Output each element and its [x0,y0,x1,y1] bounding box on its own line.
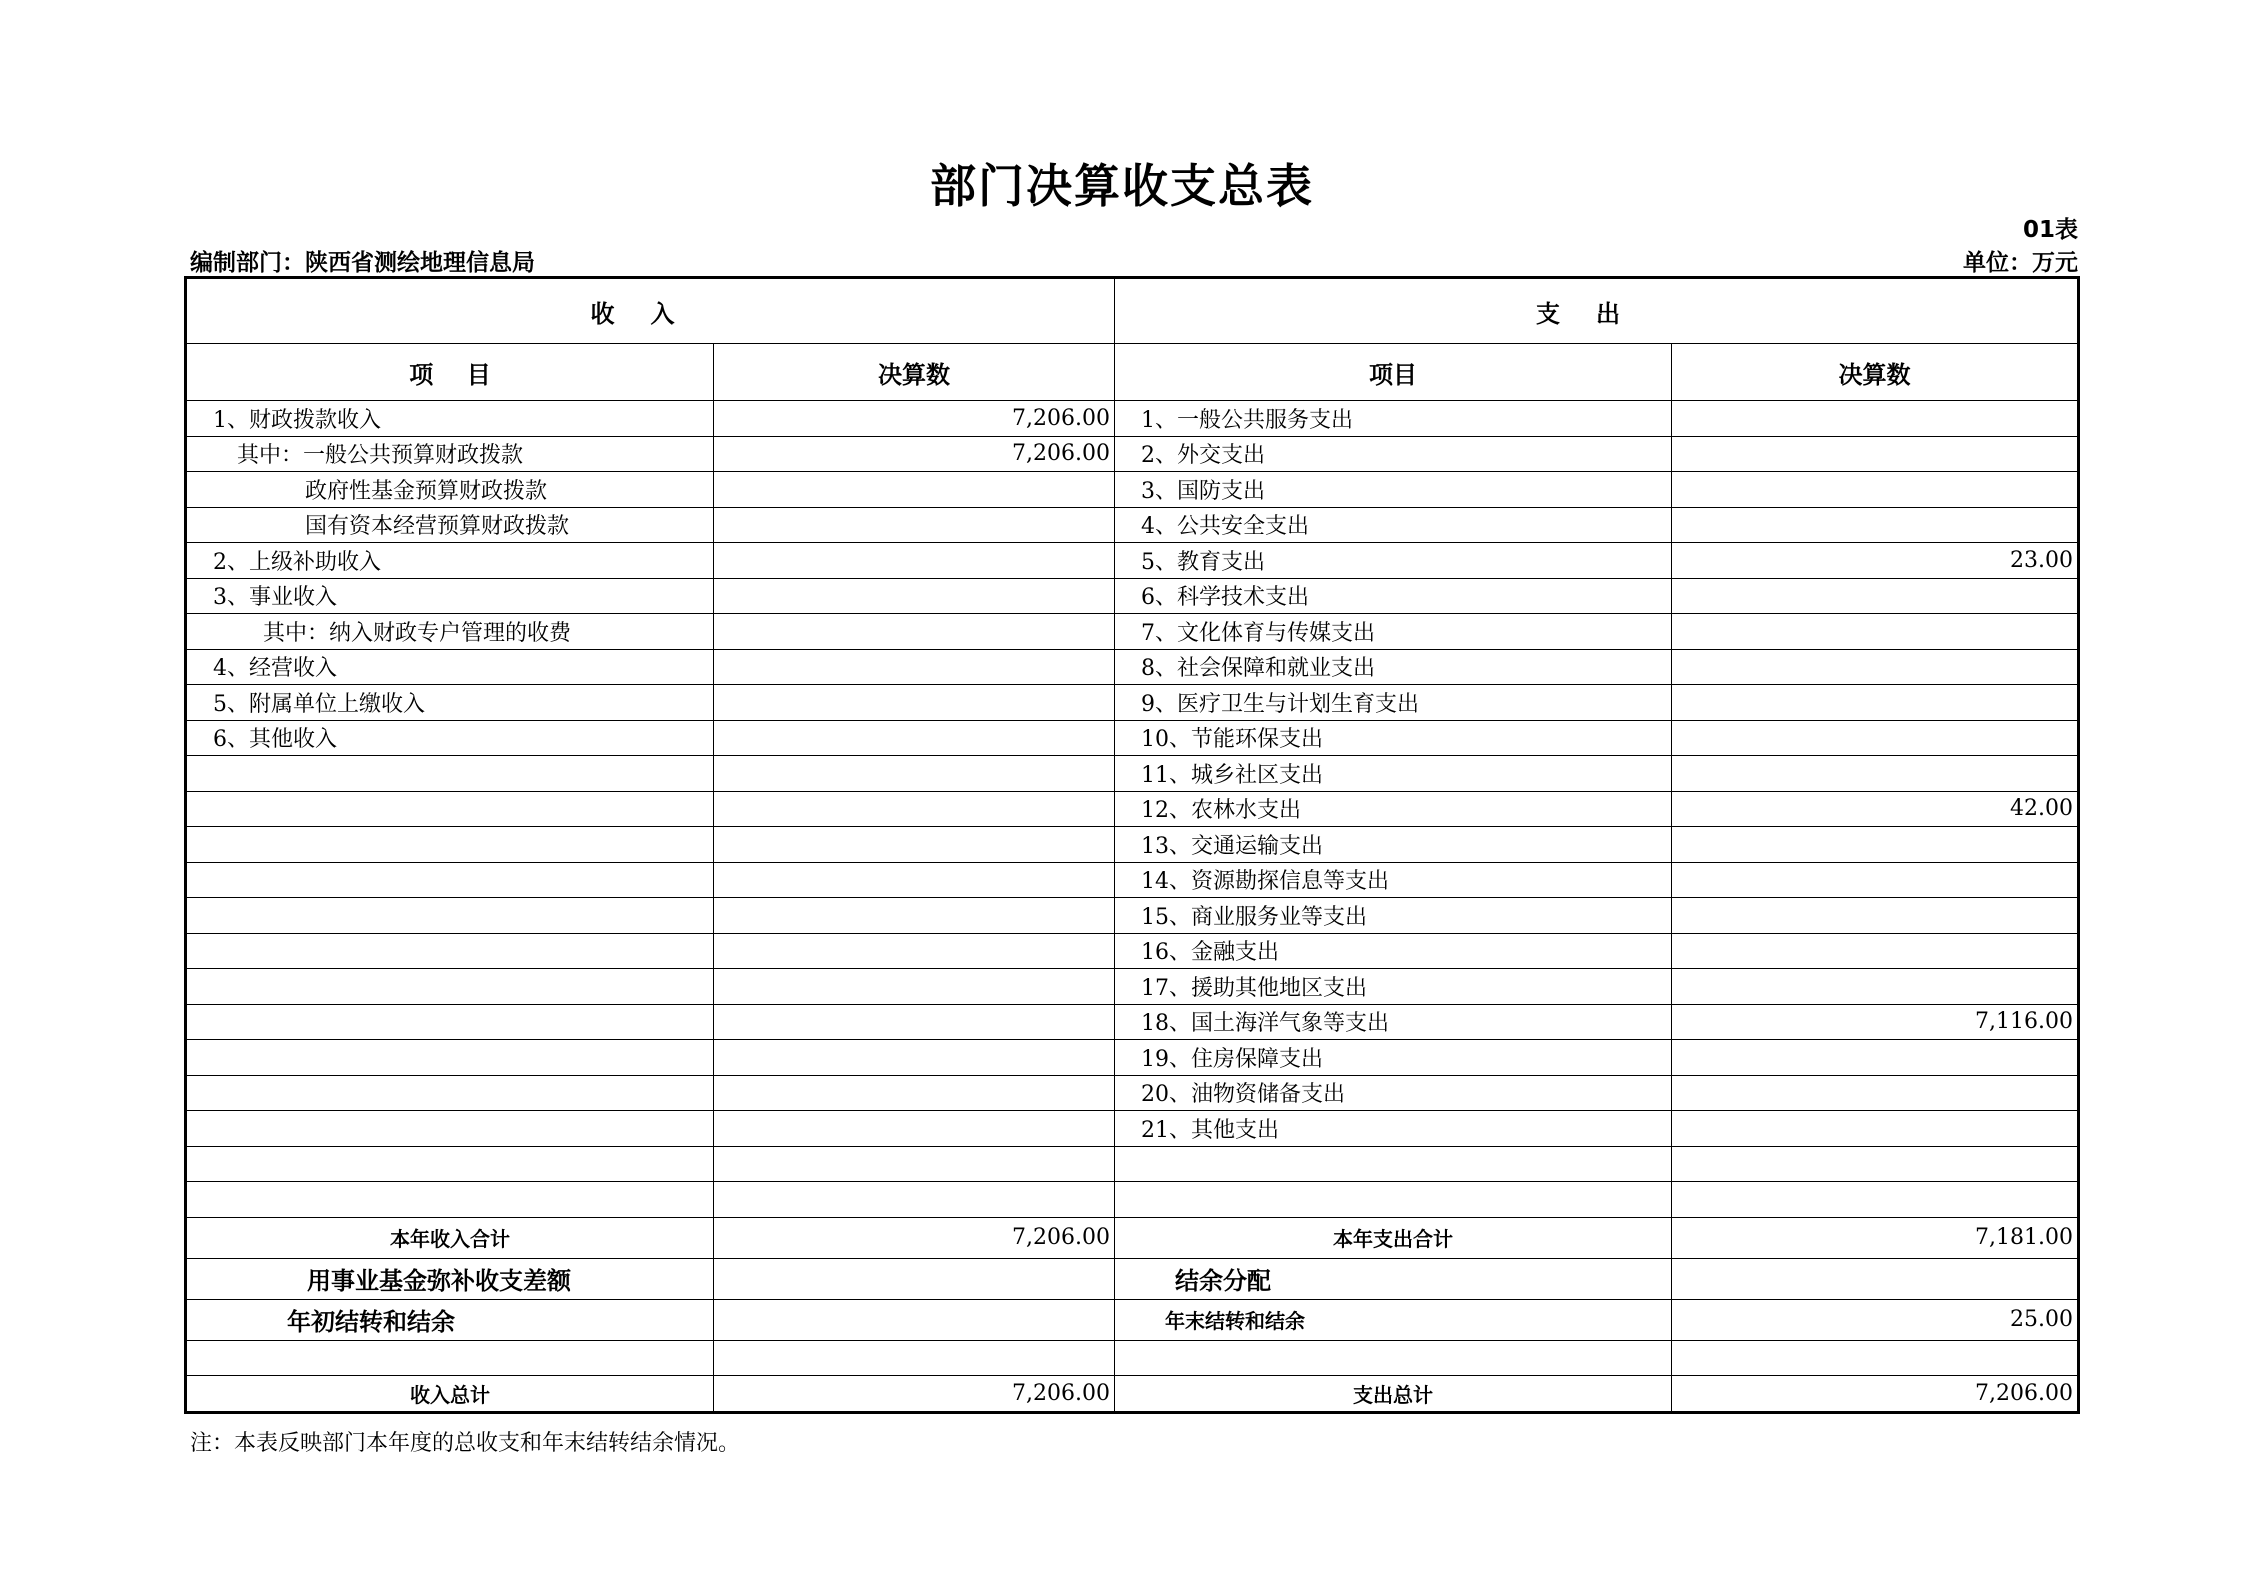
expense-value-cell [1672,685,2079,721]
income-item-cell: 6、其他收入 [186,720,714,756]
expense-item-cell: 4、公共安全支出 [1115,507,1672,543]
fund-surplus-row [186,1258,2079,1299]
expense-value-cell [1672,401,2079,437]
expense-value-cell [1672,578,2079,614]
table-row [186,1111,2079,1147]
grand-income-value: 7,206.00 [714,1376,1115,1413]
table-row [186,791,2079,827]
income-total-value: 7,206.00 [714,1217,1115,1258]
summary-table [184,276,2080,1414]
income-item-cell [186,933,714,969]
income-section-header: 收入 [186,278,1115,344]
income-item-cell [186,898,714,934]
income-total-label: 本年收入合计 [186,1217,714,1258]
income-value-cell [714,1182,1115,1218]
table-row [186,1040,2079,1076]
expense-value-cell [1672,1182,2079,1218]
carryover-row [186,1299,2079,1340]
expense-item-cell: 8、社会保障和就业支出 [1115,649,1672,685]
income-item-cell: 2、上级补助收入 [186,543,714,579]
expense-value-cell [1672,472,2079,508]
carry-out-label: 年末结转和结余 [1115,1299,1672,1340]
expense-total-label: 本年支出合计 [1115,1217,1672,1258]
expense-item-cell: 13、交通运输支出 [1115,827,1672,863]
expense-item-cell: 12、农林水支出 [1115,791,1672,827]
expense-item-cell: 11、城乡社区支出 [1115,756,1672,792]
income-item-cell [186,1146,714,1182]
expense-amount-header: 决算数 [1672,344,2079,401]
expense-item-cell: 2、外交支出 [1115,436,1672,472]
income-value-cell [714,472,1115,508]
income-value-cell: 7,206.00 [714,436,1115,472]
grand-expense-label: 支出总计 [1115,1376,1672,1413]
expense-item-cell: 15、商业服务业等支出 [1115,898,1672,934]
expense-value-cell [1672,507,2079,543]
expense-item-cell [1115,1146,1672,1182]
income-value-cell [714,507,1115,543]
income-item-header: 项 目 [186,344,714,401]
income-value-cell [714,898,1115,934]
expense-item-cell: 3、国防支出 [1115,472,1672,508]
table-row [186,507,2079,543]
expense-value-cell [1672,649,2079,685]
expense-item-cell: 20、油物资储备支出 [1115,1075,1672,1111]
income-item-cell: 政府性基金预算财政拨款 [186,472,714,508]
expense-value-cell: 7,116.00 [1672,1004,2079,1040]
expense-value-cell [1672,1111,2079,1147]
expense-value-cell [1672,720,2079,756]
footnote: 注：本表反映部门本年度的总收支和年末结转结余情况。 [190,1431,741,1456]
surplus-allocation-label: 结余分配 [1115,1258,1672,1299]
income-value-cell [714,862,1115,898]
section-header-row [186,278,2079,344]
income-value-cell [714,827,1115,863]
income-value-cell [714,1004,1115,1040]
table-row [186,933,2079,969]
page-title: 部门决算收支总表 [930,159,1314,213]
annual-total-row [186,1217,2079,1258]
grand-expense-value: 7,206.00 [1672,1376,2079,1413]
table-row [186,1182,2079,1218]
expense-item-header: 项目 [1115,344,1672,401]
income-value-cell [714,791,1115,827]
income-item-cell [186,1004,714,1040]
expense-value-cell [1672,436,2079,472]
expense-value-cell [1672,933,2079,969]
expense-item-cell: 19、住房保障支出 [1115,1040,1672,1076]
blank-cell [186,1340,714,1376]
blank-cell [1672,1340,2079,1376]
income-value-cell [714,933,1115,969]
expense-value-cell: 23.00 [1672,543,2079,579]
income-value-cell [714,578,1115,614]
column-header-row [186,344,2079,401]
income-value-cell [714,1040,1115,1076]
income-item-cell: 其中：一般公共预算财政拨款 [186,436,714,472]
table-row [186,898,2079,934]
income-item-cell [186,1075,714,1111]
income-item-cell: 5、附属单位上缴收入 [186,685,714,721]
table-row [186,1075,2079,1111]
carry-in-label: 年初结转和结余 [186,1299,714,1340]
unit-label: 单位：万元 [1963,250,2078,276]
expense-item-cell: 21、其他支出 [1115,1111,1672,1147]
table-number: 01表 [2022,217,2078,243]
expense-value-cell [1672,756,2079,792]
table-row [186,862,2079,898]
income-item-cell [186,791,714,827]
income-value-cell: 7,206.00 [714,401,1115,437]
income-value-cell [714,1075,1115,1111]
income-item-cell [186,1040,714,1076]
grand-total-row [186,1376,2079,1413]
table-row [186,649,2079,685]
expense-item-cell: 9、医疗卫生与计划生育支出 [1115,685,1672,721]
table-row [186,472,2079,508]
grand-income-label: 收入总计 [186,1376,714,1413]
income-value-cell [714,1111,1115,1147]
expense-value-cell [1672,1146,2079,1182]
expense-value-cell [1672,898,2079,934]
expense-value-cell [1672,969,2079,1005]
blank-cell [1115,1340,1672,1376]
table-row [186,756,2079,792]
table-row [186,543,2079,579]
expense-item-cell: 16、金融支出 [1115,933,1672,969]
income-item-cell [186,862,714,898]
expense-item-cell: 1、一般公共服务支出 [1115,401,1672,437]
fund-gap-value [714,1258,1115,1299]
department-label: 编制部门：陕西省测绘地理信息局 [190,250,535,276]
table-row [186,436,2079,472]
expense-item-cell [1115,1182,1672,1218]
expense-value-cell [1672,1040,2079,1076]
income-item-cell: 3、事业收入 [186,578,714,614]
income-item-cell [186,1111,714,1147]
income-value-cell [714,756,1115,792]
table-row [186,1004,2079,1040]
expense-value-cell [1672,614,2079,650]
table-row [186,827,2079,863]
expense-item-cell: 7、文化体育与传媒支出 [1115,614,1672,650]
income-item-cell [186,969,714,1005]
expense-value-cell [1672,827,2079,863]
surplus-allocation-value [1672,1258,2079,1299]
income-value-cell [714,685,1115,721]
income-item-cell: 国有资本经营预算财政拨款 [186,507,714,543]
income-value-cell [714,614,1115,650]
table-row [186,614,2079,650]
table-row [186,1146,2079,1182]
expense-item-cell: 18、国土海洋气象等支出 [1115,1004,1672,1040]
income-item-cell [186,1182,714,1218]
table-row [186,720,2079,756]
income-item-cell [186,827,714,863]
blank-row [186,1340,2079,1376]
income-value-cell [714,969,1115,1005]
expense-section-header: 支出 [1115,278,2079,344]
expense-value-cell [1672,1075,2079,1111]
income-value-cell [714,649,1115,685]
table-row [186,969,2079,1005]
expense-item-cell: 6、科学技术支出 [1115,578,1672,614]
income-value-cell [714,1146,1115,1182]
carry-out-value: 25.00 [1672,1299,2079,1340]
expense-total-value: 7,181.00 [1672,1217,2079,1258]
expense-value-cell [1672,862,2079,898]
income-value-cell [714,720,1115,756]
fund-gap-label: 用事业基金弥补收支差额 [186,1258,714,1299]
income-amount-header: 决算数 [714,344,1115,401]
income-item-cell: 4、经营收入 [186,649,714,685]
income-item-cell: 1、财政拨款收入 [186,401,714,437]
table-row [186,685,2079,721]
table-row [186,401,2079,437]
income-item-cell: 其中：纳入财政专户管理的收费 [186,614,714,650]
expense-value-cell: 42.00 [1672,791,2079,827]
expense-item-cell: 5、教育支出 [1115,543,1672,579]
expense-item-cell: 17、援助其他地区支出 [1115,969,1672,1005]
expense-item-cell: 10、节能环保支出 [1115,720,1672,756]
income-value-cell [714,543,1115,579]
expense-item-cell: 14、资源勘探信息等支出 [1115,862,1672,898]
table-row [186,578,2079,614]
carry-in-value [714,1299,1115,1340]
income-item-cell [186,756,714,792]
blank-cell [714,1340,1115,1376]
